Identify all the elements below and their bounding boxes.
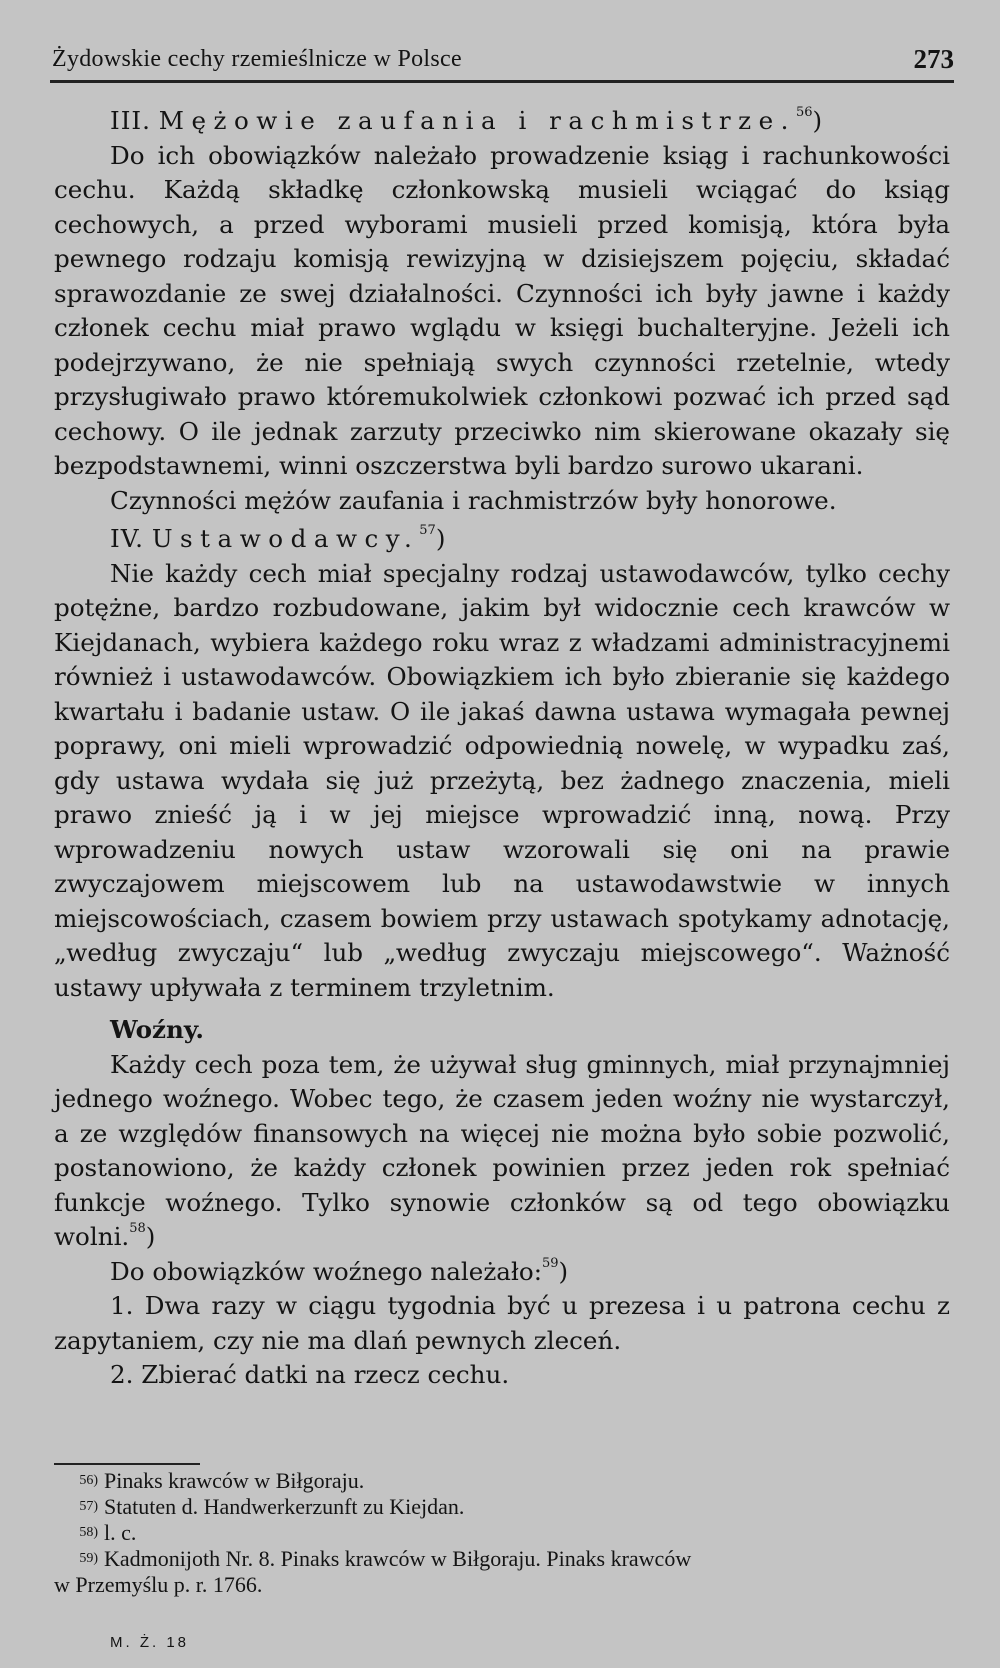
section-4-number: IV. xyxy=(110,524,144,553)
section-3-title: Mężowie zaufania i rachmistrze. xyxy=(158,106,796,135)
footnote-ref-59: 59 xyxy=(542,1255,559,1271)
wozny-heading: Woźny. xyxy=(110,1015,204,1044)
wozny-paragraph-1 xyxy=(54,1048,950,1255)
footnote-mark: 56) xyxy=(79,1473,98,1488)
page-number: 273 xyxy=(913,44,954,74)
footnote-rule xyxy=(54,1463,200,1465)
paren: ) xyxy=(558,1256,569,1286)
section-3-number: III. xyxy=(110,106,151,135)
wozny-list-item-2: 2. Zbierać datki na rzecz cechu. xyxy=(110,1360,510,1389)
footnote-text: Pinaks krawców w Biłgoraju. xyxy=(104,1468,365,1493)
footnote-text: Kadmonijoth Nr. 8. Pinaks krawców w Biłgoraju. Pinaks krawców xyxy=(104,1546,692,1571)
section-3-paragraph-1: Do ich obowiązków należało prowadzenie ksiąg i rachunkowości cechu. Każdą składkę członkowską musieli wciągać do ksiąg cechowych, a przed wyborami musieli przed komisją, która była pewnego rodzaju komisją rewizyjną w dzisiejszem pojęciu, składać sprawozdanie ze swej działalności. Czynności ich były jawne i każdy członek cechu miał prawo wglądu w księgi buchalteryjne. Jeżeli ich podejrzywano, że nie spełniają swych czynności rzetelnie, wtedy przysługiwało prawo któremukolwiek członkowi pozwać ich przed sąd cechowy. O ile jednak zarzuty przeciwko nim skierowane okazały się bezpodstawnemi, winni oszczerstwa byli bardzo surowo ukarani. xyxy=(54,140,950,480)
printer-signature: M. Ż. 18 xyxy=(110,1634,190,1651)
footnote xyxy=(54,1520,950,1546)
footnote-ref-57: 57 xyxy=(419,523,436,538)
header-rule xyxy=(50,80,954,83)
footnote-ref-58: 58 xyxy=(129,1221,146,1236)
wozny-paragraph-2 xyxy=(54,1255,950,1290)
footnote-mark: 59) xyxy=(79,1551,98,1566)
footnote-mark: 57) xyxy=(79,1499,98,1514)
paren: ) xyxy=(435,524,446,553)
section-4-paragraph-1: Nie każdy cech miał specjalny rodzaj ustawodawców, tylko cechy potężne, bardzo rozbudowane, jakim był widocznie cech krawców w Kiejdanach, wybiera każdego roku wraz z władzami administracyjnemi również i ustawodawców. Obowiązkiem ich było zbieranie się każdego kwartału i badanie ustaw. O ile jakaś dawna ustawa wymagała pewnej poprawy, oni mieli wprowadzić odpowiednią nowelę, w wypadku zaś, gdy ustawa wydała się już przeżytą, bez żadnego znaczenia, mieli prawo znieść ją i w jej miejsce wprowadzić inną, nową. Przy wprowadzeniu nowych ustaw wzorowali się oni na prawie zwyczajowem miejscowem lub na ustawodawstwie w innych miejscowościach, czasem bowiem przy ustawach spotykamy adnotację, „według zwyczaju“ lub „według zwyczaju miejscowego“. Ważność ustawy upływała z terminem trzyletnim. xyxy=(54,558,950,1002)
section-3-heading xyxy=(54,104,950,139)
paren: ) xyxy=(145,1222,156,1251)
wozny-list-item-1: 1. Dwa razy w ciągu tygodnia być u prezesa i u patrona cechu z zapytaniem, czy nie ma dlań pewnych zleceń. xyxy=(54,1291,950,1355)
paren: ) xyxy=(812,106,823,135)
main-text xyxy=(54,100,950,1393)
footnote-text: Statuten d. Handwerkerzunft zu Kiejdan. xyxy=(104,1494,465,1519)
section-4-title: Ustawodawcy. xyxy=(151,524,420,553)
running-title: Żydowskie cechy rzemieślnicze w Polsce xyxy=(52,46,462,72)
footnote xyxy=(54,1546,950,1572)
section-4-heading xyxy=(54,522,950,557)
footnote xyxy=(54,1494,950,1520)
footnote xyxy=(54,1468,950,1494)
footnotes xyxy=(54,1468,950,1598)
wozny-paragraph-1-text: Każdy cech poza tem, że używał sług gminnych, miał przynajmniej jednego woźnego. Wobec tego, że czasem jeden woźny nie wystarczył, a ze względów finansowych na więcej nie można było sobie pozwolić, postanowiono, że każdy członek powinien przez jeden rok spełniać funkcje woźnego. Tylko synowie członków są od tego obowiązku wolni. xyxy=(54,1049,950,1251)
footnote-continuation: w Przemyślu p. r. 1766. xyxy=(54,1572,263,1597)
footnote-mark: 58) xyxy=(79,1525,98,1540)
wozny-paragraph-2-text: Do obowiązków woźnego należało: xyxy=(110,1256,542,1286)
footnote-text: l. c. xyxy=(104,1520,137,1545)
section-3-paragraph-2: Czynności mężów zaufania i rachmistrzów były honorowe. xyxy=(110,485,837,515)
footnote-ref-56: 56 xyxy=(796,105,813,120)
running-head xyxy=(52,44,952,84)
